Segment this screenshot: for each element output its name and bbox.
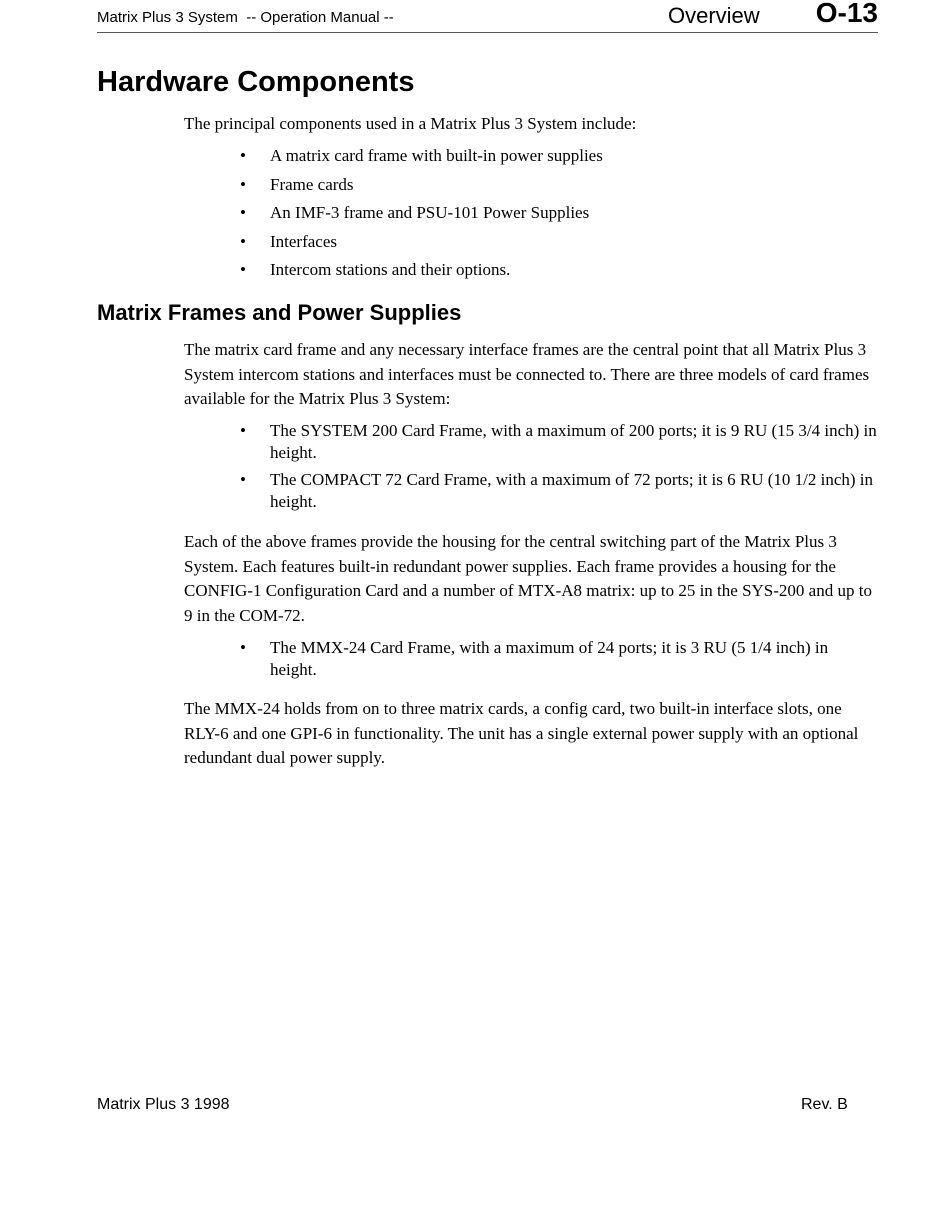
header-section-name: Overview [668,3,760,28]
footer-revision: Rev. B [801,1096,848,1113]
list-item [184,420,878,463]
list-item-text: Intercom stations and their options. [270,260,511,280]
bullet-icon: • [240,260,246,280]
bullet-icon: • [240,638,246,657]
header-document-title: Matrix Plus 3 System -- Operation Manual -- [97,9,394,26]
list-item [184,228,878,257]
list-item-text: Interfaces [270,231,338,251]
bullet-icon: • [240,203,246,223]
hardware-components-list [184,142,878,285]
list-item [184,256,878,285]
list-item [184,469,878,512]
footer-publication: Matrix Plus 3 1998 [97,1096,230,1113]
list-item [184,637,878,680]
list-item-text: The MMX-24 Card Frame, with a maximum of 24 ports; it is 3 RU (5 1/4 inch) in height. [270,638,829,679]
list-item [184,142,878,171]
hardware-intro-paragraph: The principal components used in a Matrix Plus 3 System include: [184,114,637,133]
mmx-frame-list [184,637,878,686]
header-page-number: O-13 [815,0,878,28]
bullet-icon: • [240,231,246,251]
bullet-icon: • [240,174,246,194]
bullet-icon: • [240,146,246,165]
list-item [184,171,878,200]
hardware-components-heading: Hardware Components [97,66,415,98]
bullet-icon: • [240,421,246,440]
bullet-icon: • [240,470,246,489]
list-item-text: The COMPACT 72 Card Frame, with a maximum of 72 ports; it is 6 RU (10 1/2 inch) in height. [270,470,874,511]
list-item-text: The SYSTEM 200 Card Frame, with a maximum of 200 ports; it is 9 RU (15 3/4 inch) in height. [270,421,877,462]
page-header [97,0,878,33]
mmx-description-paragraph: The MMX-24 holds from on to three matrix cards, a config card, two built-in interface slots, one RLY-6 and one GPI-6 in functionality. The unit has a single external power supply with an optional redundant dual power supply. [184,699,859,767]
list-item [184,199,878,228]
matrix-frames-heading: Matrix Frames and Power Supplies [97,300,462,325]
list-item-text: Frame cards [270,174,354,194]
list-item-text: A matrix card frame with built-in power supplies [270,146,603,165]
frames-housing-paragraph: Each of the above frames provide the housing for the central switching part of the Matrix Plus 3 System. Each features built-in redundant power supplies. Each frame provides a housing for the CONFIG-1 Configuration Card and a number of MTX-A8 matrix: up to 25 in the SYS-200 and up to 9 in the COM-72. [184,532,872,625]
list-item-text: An IMF-3 frame and PSU-101 Power Supplies [270,203,590,223]
frame-models-list [184,420,878,518]
frames-intro-paragraph: The matrix card frame and any necessary interface frames are the central point that all Matrix Plus 3 System intercom stations and interfaces must be connected to. There are three models of card frames available for the Matrix Plus 3 System: [184,340,870,408]
